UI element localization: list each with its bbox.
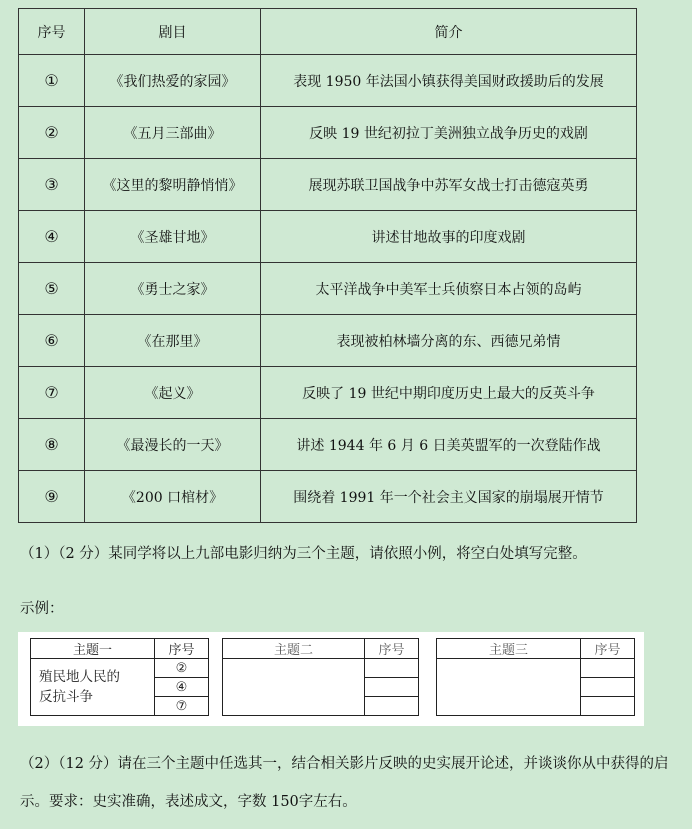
example-theme1-line1: 殖民地人民的 (39, 669, 120, 685)
example-theme1-table (30, 638, 209, 716)
row-description: 讲述 1944 年 6 月 6 日美英盟军的一次登陆作战 (261, 419, 637, 471)
example-num-2: ④ (155, 678, 209, 697)
row-description: 太平洋战争中美军士兵侦察日本占领的岛屿 (261, 263, 637, 315)
table-row (19, 419, 637, 471)
row-title: 《这里的黎明静悄悄》 (85, 159, 261, 211)
theme3-num-blank-2[interactable] (581, 678, 635, 697)
theme2-header: 主题二 (223, 639, 365, 659)
row-description: 展现苏联卫国战争中苏军女战士打击德寇英勇 (261, 159, 637, 211)
theme2-num-blank-3[interactable] (365, 697, 419, 716)
table-header-row (19, 9, 637, 55)
table-row (19, 55, 637, 107)
row-number: ② (19, 107, 85, 159)
row-number: ⑦ (19, 367, 85, 419)
row-number: ⑥ (19, 315, 85, 367)
theme3-blank-cell[interactable] (437, 659, 581, 716)
films-table (18, 8, 637, 523)
header-title: 剧目 (85, 9, 261, 55)
example-theme1-header: 主题一 (31, 639, 155, 659)
row-description: 表现 1950 年法国小镇获得美国财政援助后的发展 (261, 55, 637, 107)
theme3-header: 主题三 (437, 639, 581, 659)
table-row (19, 107, 637, 159)
theme2-num-blank-2[interactable] (365, 678, 419, 697)
row-description: 表现被柏林墙分离的东、西德兄弟情 (261, 315, 637, 367)
row-number: ④ (19, 211, 85, 263)
example-num-header: 序号 (155, 639, 209, 659)
table-row (19, 263, 637, 315)
example-num-3: ⑦ (155, 697, 209, 716)
example-figure (18, 632, 644, 726)
theme2-num-blank-1[interactable] (365, 659, 419, 678)
table-row (19, 315, 637, 367)
row-description: 讲述甘地故事的印度戏剧 (261, 211, 637, 263)
row-number: ⑨ (19, 471, 85, 523)
row-title: 《最漫长的一天》 (85, 419, 261, 471)
row-title: 《200 口棺材》 (85, 471, 261, 523)
theme2-blank-table (222, 638, 419, 716)
example-label: 示例： (20, 601, 64, 617)
example-num-1: ② (155, 659, 209, 678)
row-description: 反映 19 世纪初拉丁美洲独立战争历史的戏剧 (261, 107, 637, 159)
row-title: 《我们热爱的家园》 (85, 55, 261, 107)
table-row (19, 367, 637, 419)
row-number: ① (19, 55, 85, 107)
header-description: 简介 (261, 9, 637, 55)
row-title: 《五月三部曲》 (85, 107, 261, 159)
row-number: ⑤ (19, 263, 85, 315)
table-row (19, 211, 637, 263)
row-number: ⑧ (19, 419, 85, 471)
table-row (19, 471, 637, 523)
row-number: ③ (19, 159, 85, 211)
theme3-blank-table (436, 638, 635, 716)
row-title: 《圣雄甘地》 (85, 211, 261, 263)
theme3-num-blank-3[interactable] (581, 697, 635, 716)
row-description: 反映了 19 世纪中期印度历史上最大的反英斗争 (261, 367, 637, 419)
example-theme1-content (31, 659, 155, 716)
row-description: 围绕着 1991 年一个社会主义国家的崩塌展开情节 (261, 471, 637, 523)
row-title: 《勇士之家》 (85, 263, 261, 315)
table-row (19, 159, 637, 211)
theme3-num-blank-1[interactable] (581, 659, 635, 678)
theme3-num-header: 序号 (581, 639, 635, 659)
question-2: （2）（12 分）请在三个主题中任选其一，结合相关影片反映的史实展开论述，并谈谈你从中获得的启示。要求：史实准确，表述成文，字数 150字左右。 (20, 756, 669, 810)
example-theme1-line2: 反抗斗争 (39, 689, 93, 705)
row-title: 《在那里》 (85, 315, 261, 367)
header-number: 序号 (19, 9, 85, 55)
row-title: 《起义》 (85, 367, 261, 419)
question-1: （1）（2 分）某同学将以上九部电影归纳为三个主题，请依照小例，将空白处填写完整。 (20, 546, 587, 562)
theme2-blank-cell[interactable] (223, 659, 365, 716)
theme2-num-header: 序号 (365, 639, 419, 659)
